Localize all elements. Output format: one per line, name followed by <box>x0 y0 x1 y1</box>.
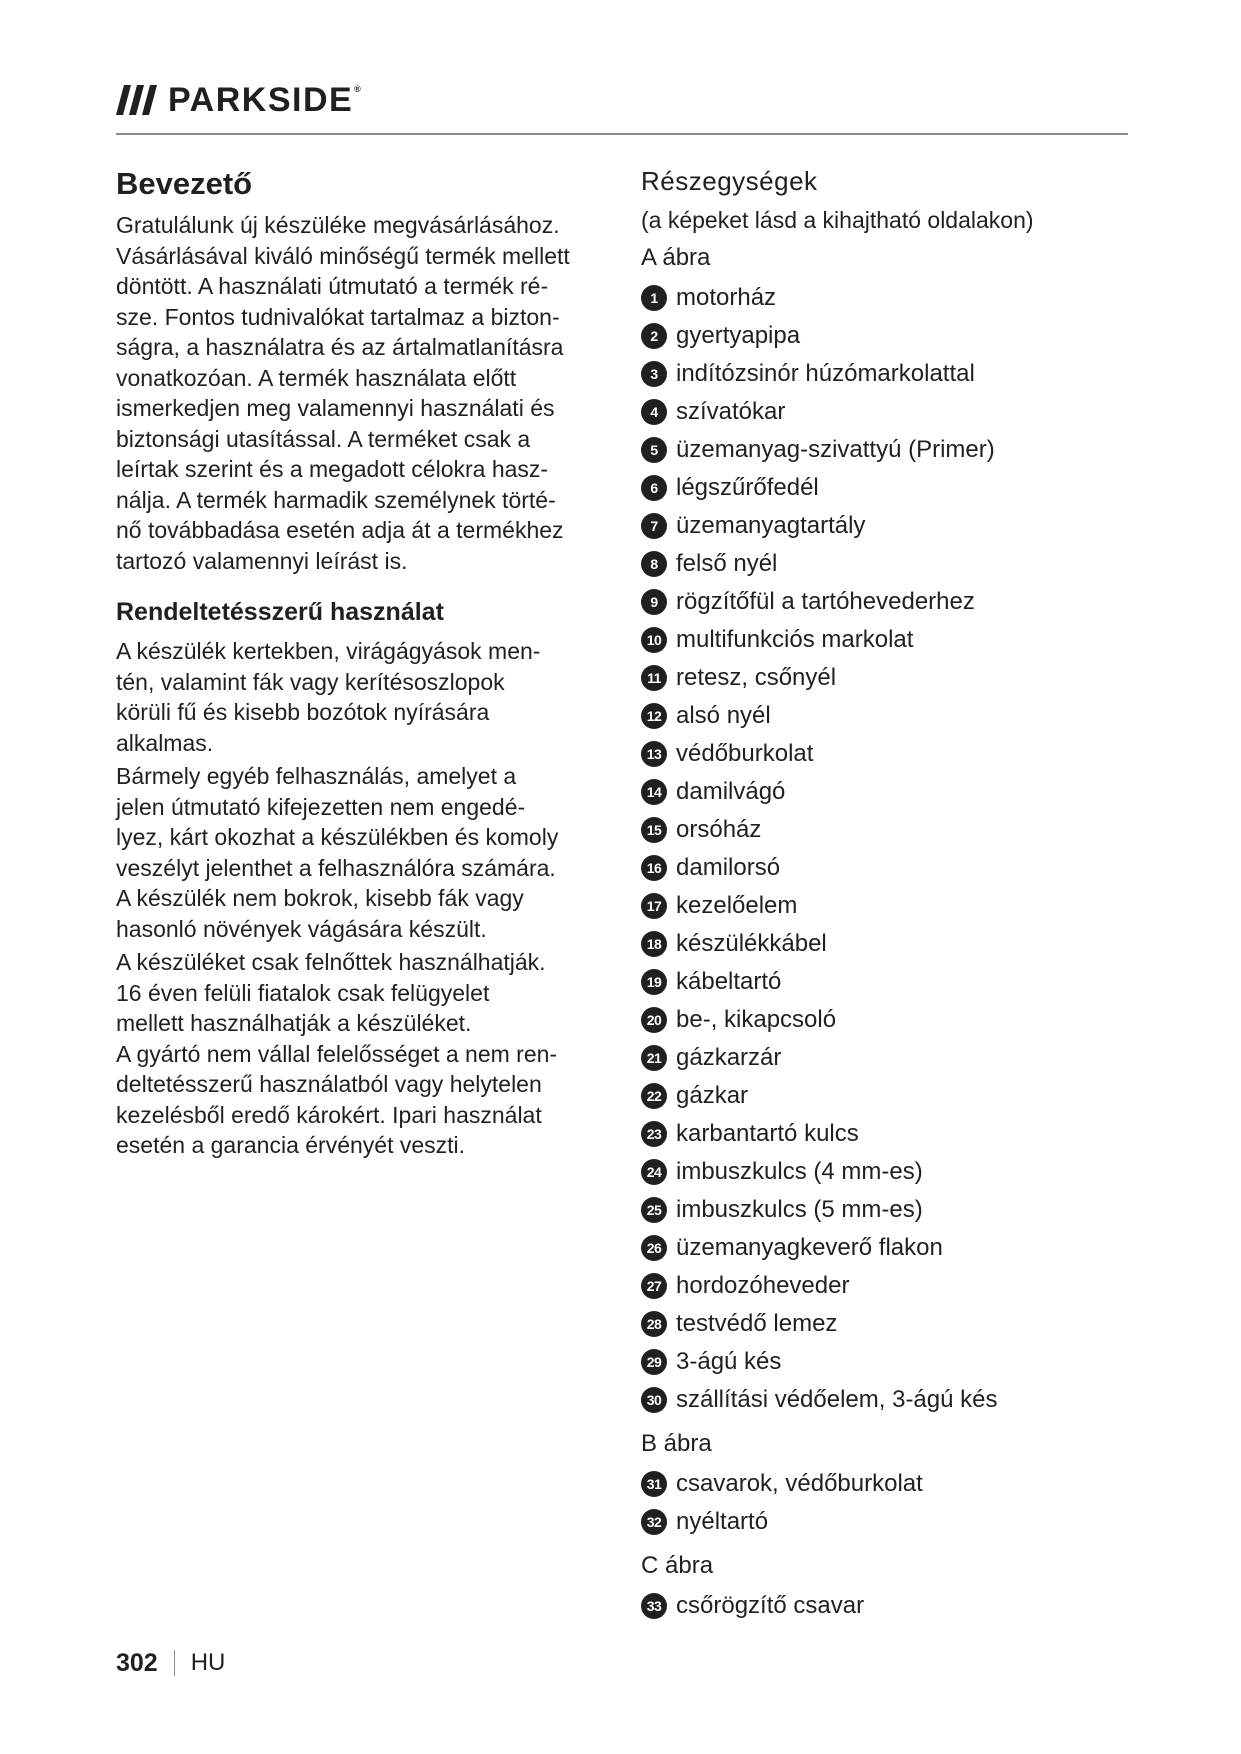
part-number-badge: 3 <box>641 361 667 387</box>
part-number-badge: 10 <box>641 627 667 653</box>
part-name: gázkar <box>676 1082 749 1109</box>
left-column <box>116 163 611 1161</box>
parts-title: Részegységek <box>641 166 818 196</box>
intro-title: Bevezető <box>116 166 253 201</box>
part-number-badge: 24 <box>641 1159 667 1185</box>
part-name: be-, kikapcsoló <box>676 1006 837 1033</box>
list-item <box>641 811 1128 849</box>
list-item <box>641 1267 1128 1305</box>
part-name: kezelőelem <box>676 892 798 919</box>
list-item <box>641 887 1128 925</box>
part-number-badge: 7 <box>641 513 667 539</box>
part-number-badge: 14 <box>641 779 667 805</box>
figure-label: B ábra <box>641 1430 712 1457</box>
header-divider <box>116 133 1128 135</box>
part-name: testvédő lemez <box>676 1310 838 1337</box>
part-name: multifunkciós markolat <box>676 626 914 653</box>
list-item <box>641 1039 1128 1077</box>
part-number-badge: 17 <box>641 893 667 919</box>
intended-use-paragraph: A készülék kertekben, virágágyások men- tén, valamint fák vagy kerítésoszlopok körüli fű és kisebb bozótok nyírására alkalmas. <box>116 638 541 756</box>
parts-list <box>641 279 1128 1419</box>
list-item <box>641 697 1128 735</box>
part-number-badge: 16 <box>641 855 667 881</box>
part-number-badge: 8 <box>641 551 667 577</box>
list-item <box>641 469 1128 507</box>
part-number-badge: 13 <box>641 741 667 767</box>
part-number-badge: 18 <box>641 931 667 957</box>
list-item <box>641 659 1128 697</box>
intended-use-paragraph: Bármely egyéb felhasználás, amelyet a jelen útmutató kifejezetten nem engedé- lyez, kárt okozhat a készülékben és komoly veszélyt jelenthet a felhasználóra számára. A készülék nem bokrok, kisebb fák vagy hasonló növények vágására készült. <box>116 763 559 942</box>
part-name: csavarok, védőburkolat <box>676 1470 923 1497</box>
part-name: nyéltartó <box>676 1508 769 1535</box>
part-number-badge: 9 <box>641 589 667 615</box>
list-item <box>641 963 1128 1001</box>
part-name: gyertyapipa <box>676 322 801 349</box>
list-item <box>641 1077 1128 1115</box>
list-item <box>641 1343 1128 1381</box>
part-number-badge: 11 <box>641 665 667 691</box>
list-item <box>641 1465 1128 1503</box>
list-item <box>641 1001 1128 1039</box>
part-number-badge: 26 <box>641 1235 667 1261</box>
parts-list <box>641 1465 1128 1541</box>
part-name: indítózsinór húzómarkolattal <box>676 360 975 387</box>
page-footer <box>116 1648 225 1678</box>
part-name: orsóház <box>676 816 762 843</box>
figure-label: C ábra <box>641 1552 714 1579</box>
page-number: 302 <box>116 1648 158 1677</box>
part-name: hordozóheveder <box>676 1272 850 1299</box>
brand-name: PARKSIDE <box>168 80 354 119</box>
part-name: karbantartó kulcs <box>676 1120 859 1147</box>
part-name: szállítási védőelem, 3-ágú kés <box>676 1386 998 1413</box>
parts-figures <box>641 241 1128 1625</box>
list-item <box>641 773 1128 811</box>
list-item <box>641 507 1128 545</box>
intended-use-paragraph: A készüléket csak felnőttek használhatják. 16 éven felüli fiatalok csak felügyelet mellett használhatják a készüléket. A gyártó nem vállal felelősséget a nem ren- deltetésszerű használatból vagy helytelen kezelésből eredő károkért. Ipari használat esetén a garancia érvényét veszti. <box>116 949 558 1158</box>
part-number-badge: 1 <box>641 285 667 311</box>
list-item <box>641 1503 1128 1541</box>
brand-logo <box>116 80 361 120</box>
list-item <box>641 925 1128 963</box>
part-name: kábeltartó <box>676 968 782 995</box>
part-name: imbuszkulcs (4 mm-es) <box>676 1158 923 1185</box>
part-name: üzemanyagtartály <box>676 512 866 539</box>
part-name: felső nyél <box>676 550 778 577</box>
part-name: rögzítőfül a tartóhevederhez <box>676 588 975 615</box>
part-number-badge: 15 <box>641 817 667 843</box>
list-item <box>641 621 1128 659</box>
part-number-badge: 21 <box>641 1045 667 1071</box>
part-name: szívatókar <box>676 398 786 425</box>
intended-use-title: Rendeltetésszerű használat <box>116 598 444 626</box>
list-item <box>641 1587 1128 1625</box>
part-number-badge: 25 <box>641 1197 667 1223</box>
part-number-badge: 31 <box>641 1471 667 1497</box>
part-number-badge: 27 <box>641 1273 667 1299</box>
list-item <box>641 1153 1128 1191</box>
list-item <box>641 849 1128 887</box>
list-item <box>641 1229 1128 1267</box>
part-name: üzemanyagkeverő flakon <box>676 1234 943 1261</box>
list-item <box>641 279 1128 317</box>
part-name: légszűrőfedél <box>676 474 819 501</box>
list-item <box>641 431 1128 469</box>
part-name: csőrögzítő csavar <box>676 1592 865 1619</box>
part-name: damilorsó <box>676 854 781 881</box>
part-number-badge: 6 <box>641 475 667 501</box>
figure-label: A ábra <box>641 244 711 271</box>
part-number-badge: 19 <box>641 969 667 995</box>
part-number-badge: 23 <box>641 1121 667 1147</box>
part-name: retesz, csőnyél <box>676 664 837 691</box>
list-item <box>641 393 1128 431</box>
parts-list <box>641 1587 1128 1625</box>
list-item <box>641 317 1128 355</box>
part-number-badge: 33 <box>641 1593 667 1619</box>
part-name: gázkarzár <box>676 1044 782 1071</box>
list-item <box>641 1115 1128 1153</box>
list-item <box>641 355 1128 393</box>
part-name: készülékkábel <box>676 930 827 957</box>
part-name: 3-ágú kés <box>676 1348 782 1375</box>
list-item <box>641 1191 1128 1229</box>
intro-body: Gratulálunk új készüléke megvásárlásához. Vásárlásával kiváló minőségű termék mellett döntött. A használati útmutató a termék ré- sze. Fontos tudnivalókat tartalmaz a bizton- ságra, a használatra és az ártalmatlanításra vonatkozóan. A termék használata előtt ismerkedjen meg valamennyi használati és biztonsági utasítással. A terméket csak a leírtak szerint és a megadott célokra hasz- nálja. A termék harmadik személynek törté- nő továbbadása esetén adja át a termékhez tartozó valamennyi leírást is. <box>116 212 570 574</box>
brand-registered-mark: ® <box>354 84 361 94</box>
part-name: motorház <box>676 284 777 311</box>
list-item <box>641 583 1128 621</box>
part-number-badge: 2 <box>641 323 667 349</box>
part-name: damilvágó <box>676 778 786 805</box>
parts-note: (a képeket lásd a kihajtható oldalakon) <box>641 207 1034 233</box>
language-code: HU <box>190 1649 226 1676</box>
list-item <box>641 735 1128 773</box>
part-name: imbuszkulcs (5 mm-es) <box>676 1196 923 1223</box>
list-item <box>641 1381 1128 1419</box>
list-item <box>641 1305 1128 1343</box>
part-number-badge: 20 <box>641 1007 667 1033</box>
part-number-badge: 4 <box>641 399 667 425</box>
parkside-stripes-icon <box>116 85 158 115</box>
list-item <box>641 545 1128 583</box>
part-number-badge: 5 <box>641 437 667 463</box>
part-number-badge: 22 <box>641 1083 667 1109</box>
part-number-badge: 30 <box>641 1387 667 1413</box>
part-name: védőburkolat <box>676 740 814 767</box>
part-number-badge: 12 <box>641 703 667 729</box>
part-number-badge: 29 <box>641 1349 667 1375</box>
part-name: alsó nyél <box>676 702 771 729</box>
part-number-badge: 32 <box>641 1509 667 1535</box>
right-column <box>641 163 1128 1625</box>
part-number-badge: 28 <box>641 1311 667 1337</box>
part-name: üzemanyag-szivattyú (Primer) <box>676 436 995 463</box>
footer-divider <box>174 1650 175 1676</box>
